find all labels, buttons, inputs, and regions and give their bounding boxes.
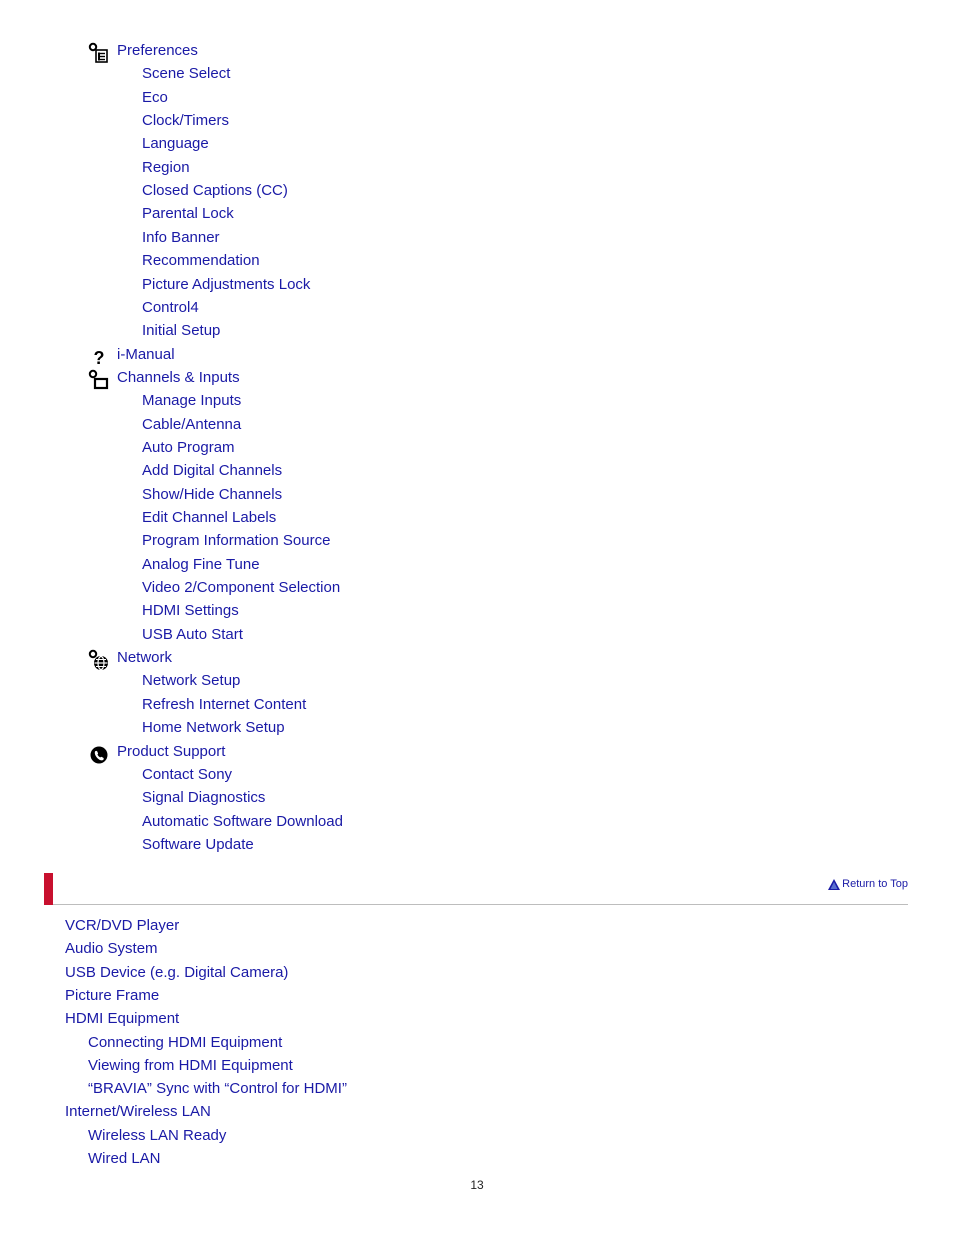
menu-item-link[interactable]: Parental Lock <box>142 205 234 223</box>
menu-item-link[interactable]: Eco <box>142 88 168 106</box>
channels-inputs-icon <box>88 369 110 391</box>
menu-item-link[interactable]: Signal Diagnostics <box>142 789 266 807</box>
subsection-link[interactable]: “BRAVIA” Sync with “Control for HDMI” <box>88 1080 347 1098</box>
menu-item-link[interactable]: Add Digital Channels <box>142 462 283 480</box>
menu-item-link[interactable]: Language <box>142 135 209 153</box>
menu-item-link[interactable]: Show/Hide Channels <box>142 485 283 503</box>
section-link[interactable]: VCR/DVD Player <box>65 917 180 934</box>
return-to-top-label: Return to Top <box>842 878 908 890</box>
menu-item-link[interactable]: Software Update <box>142 835 254 853</box>
svg-text:?: ? <box>93 347 105 368</box>
page-number: 13 <box>470 1178 484 1192</box>
menu-category-link[interactable]: Preferences <box>117 42 198 59</box>
question-icon <box>88 346 110 368</box>
menu-category-link[interactable]: Channels & Inputs <box>117 368 240 386</box>
menu-item-link[interactable]: Scene Select <box>142 65 231 83</box>
section-accent-bar <box>44 873 53 905</box>
menu-item-link[interactable]: Cable/Antenna <box>142 415 242 433</box>
menu-item-link[interactable]: Edit Channel Labels <box>142 509 277 526</box>
divider-line <box>53 904 908 905</box>
menu-item-link[interactable]: Clock/Timers <box>142 112 229 130</box>
menu-item-link[interactable]: HDMI Settings <box>142 602 239 620</box>
menu-item-link[interactable]: Control4 <box>142 298 199 316</box>
section-link[interactable]: Internet/Wireless LAN <box>65 1103 211 1121</box>
menu-item-link[interactable]: Manage Inputs <box>142 392 242 410</box>
section-divider <box>44 873 908 906</box>
network-globe-icon <box>88 649 110 671</box>
menu-item-link[interactable]: Auto Program <box>142 438 235 456</box>
menu-item-link[interactable]: Contact Sony <box>142 765 233 783</box>
menu-item-link[interactable]: Recommendation <box>142 252 260 270</box>
menu-item-link[interactable]: USB Auto Start <box>142 625 243 643</box>
subsection-link[interactable]: Wireless LAN Ready <box>88 1126 227 1144</box>
section-link[interactable]: Picture Frame <box>65 986 160 1004</box>
menu-item-link[interactable]: Automatic Software Download <box>142 812 343 830</box>
section-link[interactable]: USB Device (e.g. Digital Camera) <box>65 963 289 981</box>
subsection-link[interactable]: Wired LAN <box>88 1150 161 1167</box>
product-support-icon <box>88 743 110 765</box>
menu-item-link[interactable]: Closed Captions (CC) <box>142 182 288 200</box>
menu-category-link[interactable]: i-Manual <box>117 345 175 363</box>
section-link[interactable]: HDMI Equipment <box>65 1010 180 1028</box>
menu-item-link[interactable]: Picture Adjustments Lock <box>142 275 311 293</box>
return-to-top-link[interactable] <box>828 878 908 891</box>
subsection-link[interactable]: Connecting HDMI Equipment <box>88 1033 283 1051</box>
menu-item-link[interactable]: Program Information Source <box>142 532 331 550</box>
menu-item-link[interactable]: Analog Fine Tune <box>142 555 260 573</box>
subsection-link[interactable]: Viewing from HDMI Equipment <box>88 1056 293 1074</box>
up-triangle-icon <box>828 879 840 890</box>
menu-item-link[interactable]: Region <box>142 158 190 176</box>
menu-category-link[interactable]: Product Support <box>117 742 226 760</box>
menu-category-link[interactable]: Network <box>117 649 173 667</box>
menu-item-link[interactable]: Video 2/Component Selection <box>142 579 341 597</box>
menu-item-link[interactable]: Refresh Internet Content <box>142 695 307 713</box>
menu-item-link[interactable]: Initial Setup <box>142 322 221 340</box>
menu-item-link[interactable]: Network Setup <box>142 672 241 690</box>
menu-item-link[interactable]: Info Banner <box>142 228 220 246</box>
section-link[interactable]: Audio System <box>65 940 158 958</box>
menu-item-link[interactable]: Home Network Setup <box>142 719 285 737</box>
preferences-icon <box>88 42 110 64</box>
